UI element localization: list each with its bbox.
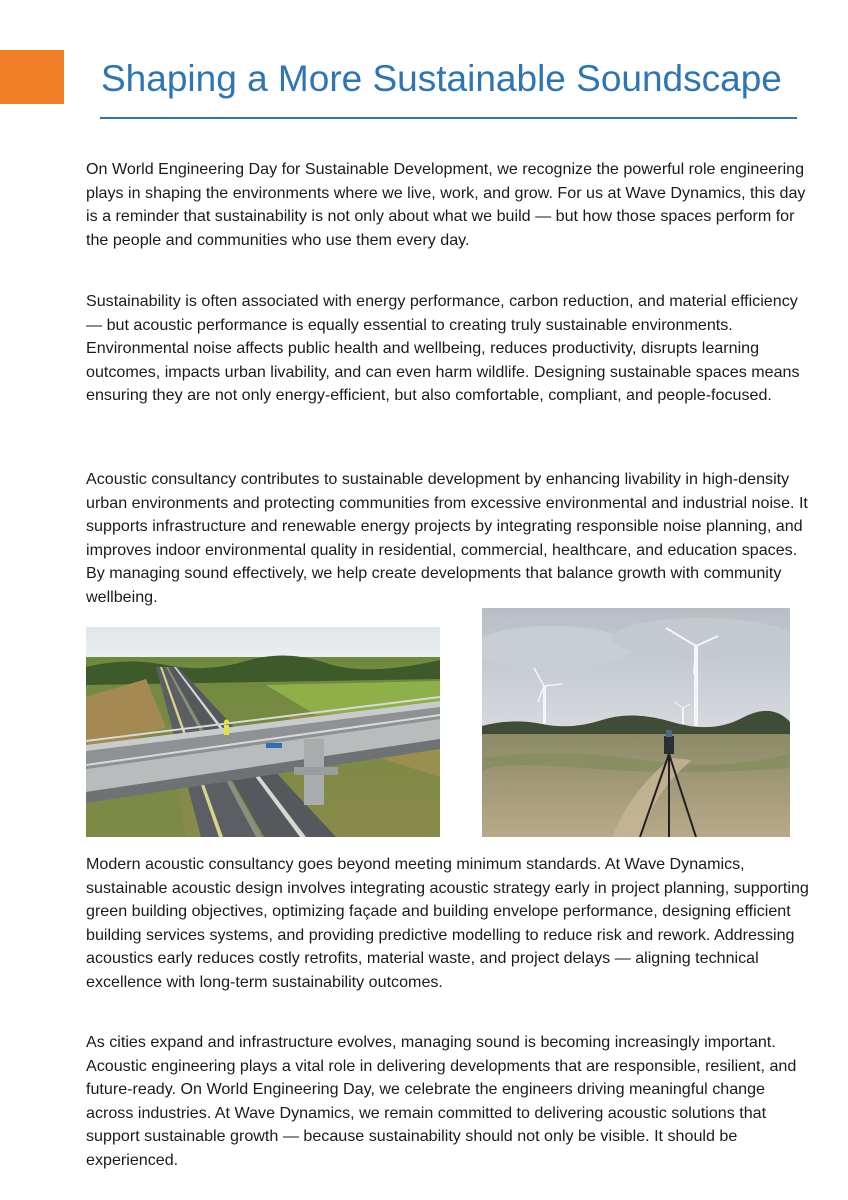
paragraph-consultancy: Acoustic consultancy contributes to sustainable development by enhancing livability in high-density urban environments and protecting communities from excessive environmental and industrial noise. It supports infrastructure and renewable energy projects by integrating responsible noise planning, and improves indoor environmental quality in residential, commercial, healthcare, and education spaces. By managing sound effectively, we help create developments that balance growth with community wellbeing. [86, 470, 808, 606]
paragraph-intro: On World Engineering Day for Sustainable Development, we recognize the powerful role engineering plays in shaping the environments where we live, work, and grow. For us at Wave Dynamics, this day is a reminder that sustainability is not only about what we build — but how those spaces perform for the people and communities who use them every day. [86, 160, 806, 249]
orange-accent-block [0, 50, 64, 104]
page-title: Shaping a More Sustainable Soundscape [101, 58, 782, 99]
title-underline [100, 117, 797, 119]
wind-farm-sound-meter-photo [482, 608, 790, 837]
paragraph-sustainability: Sustainability is often associated with energy performance, carbon reduction, and material efficiency — but acoustic performance is equally essential to creating truly sustainable environments. Environmental noise affects public health and wellbeing, reduces productivity, disrupts learning outcomes, impacts urban livability, and can even harm wildlife. Designing sustainable spaces means ensuring they are not only energy-efficient, but also comfortable, compliant, and people-focused. [86, 292, 800, 404]
motorway-overpass-photo [86, 627, 440, 837]
paragraph-conclusion: As cities expand and infrastructure evolves, managing sound is becoming increasingly important. Acoustic engineering plays a vital role in delivering developments that are responsible, resilient, and future-ready. On World Engineering Day, we celebrate the engineers driving meaningful change across industries. At Wave Dynamics, we remain committed to delivering acoustic solutions that support sustainable growth — because sustainability should not only be visible. It should be experienced. [86, 1033, 797, 1169]
paragraph-modern-consultancy: Modern acoustic consultancy goes beyond meeting minimum standards. At Wave Dynamics, sustainable acoustic design involves integrating acoustic strategy early in project planning, supporting green building objectives, optimizing façade and building envelope performance, designing efficient building services systems, and providing predictive modelling to reduce risk and rework. Addressing acoustics early reduces costly retrofits, material waste, and project delays — aligning technical excellence with long-term sustainability outcomes. [86, 855, 809, 991]
